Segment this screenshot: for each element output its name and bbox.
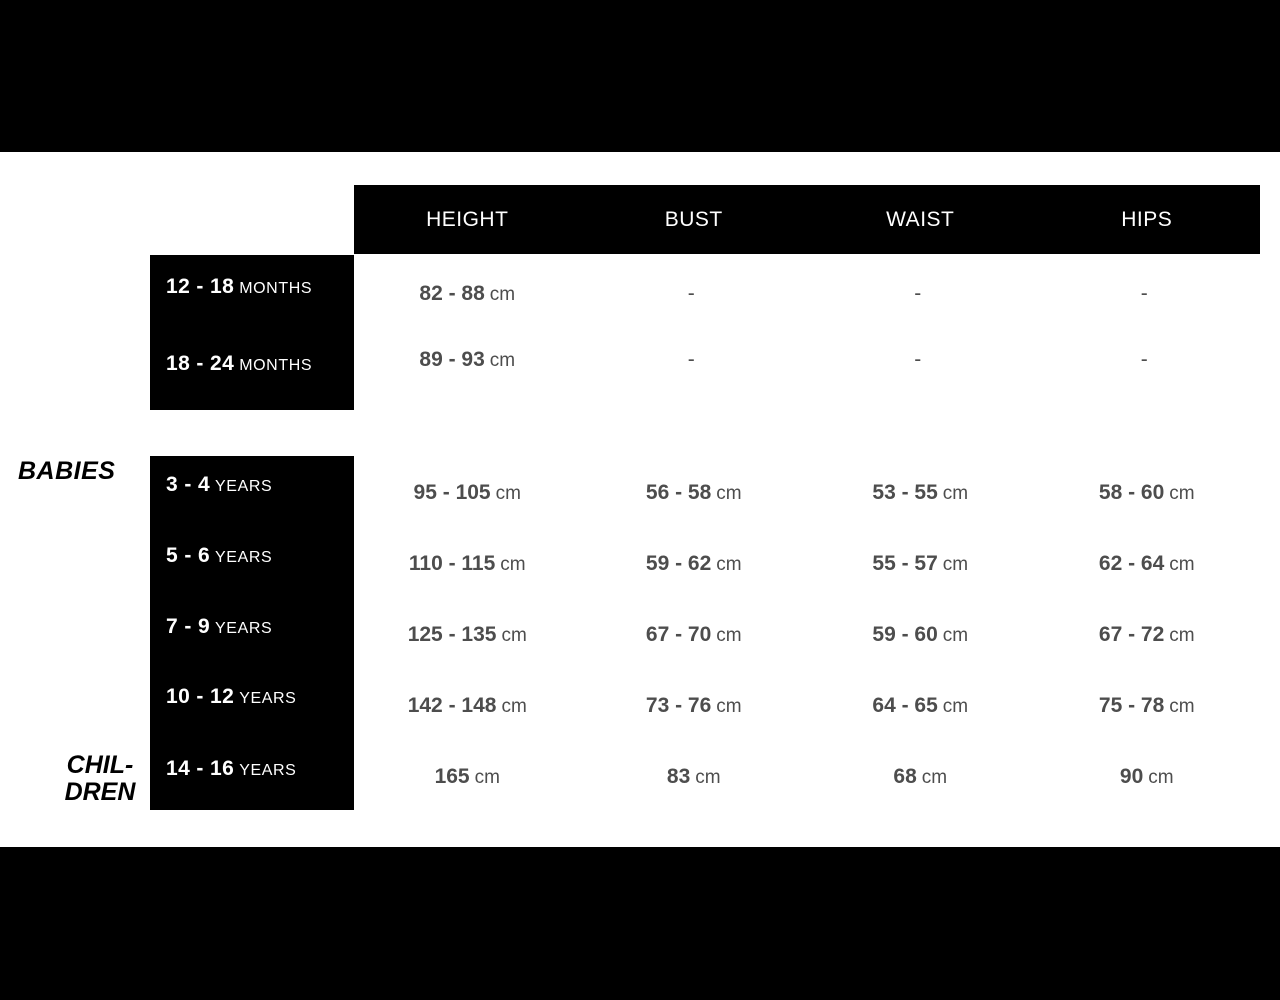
age-range-value: 18 - 24 [166, 352, 235, 375]
table-header-row [354, 185, 1260, 254]
cell-unit: cm [942, 696, 969, 717]
cell-value: 67 - 72 [1098, 623, 1165, 646]
cell-value: 89 - 93 [419, 348, 485, 371]
cell-hips [1034, 348, 1261, 372]
age-tag-children-2 [150, 544, 354, 568]
cell-value: 68 [893, 765, 917, 788]
cell-value: 165 [434, 765, 470, 788]
cell-waist [807, 282, 1034, 306]
age-tag-children-4 [150, 685, 354, 709]
cell-unit: cm [1169, 625, 1195, 646]
cell-hips [1034, 765, 1261, 789]
cell-value: 82 - 88 [419, 282, 485, 305]
age-tag-children-5 [150, 757, 354, 781]
table-row [354, 694, 1260, 718]
cell-waist [807, 765, 1034, 789]
table-row [354, 348, 1260, 372]
cell-value: 67 - 70 [645, 623, 712, 646]
table-row [354, 481, 1260, 505]
age-tag-children-3 [150, 615, 354, 639]
age-unit-label: YEARS [215, 620, 273, 637]
age-unit-label: YEARS [215, 478, 273, 495]
cell-value: 110 - 115 [408, 552, 496, 575]
age-tag-babies-1 [150, 275, 354, 299]
column-header-waist: WAIST [886, 207, 955, 231]
age-range-value: 3 - 4 [166, 473, 211, 496]
table-row [354, 623, 1260, 647]
cell-bust [581, 282, 808, 306]
cell-unit: cm [716, 625, 742, 646]
cell-value: - [914, 282, 922, 305]
cell-unit: cm [942, 625, 969, 646]
cell-hips [1034, 552, 1261, 576]
cell-unit: cm [489, 350, 516, 371]
cell-value: 59 - 60 [872, 623, 938, 646]
cell-unit: cm [921, 767, 948, 788]
age-unit-label: MONTHS [239, 280, 313, 297]
cell-value: 58 - 60 [1098, 481, 1165, 504]
cell-unit: cm [716, 483, 742, 504]
cell-unit: cm [1169, 696, 1195, 717]
cell-height [354, 623, 581, 647]
cell-bust [581, 348, 808, 372]
cell-value: 83 [666, 765, 691, 788]
cell-unit: cm [501, 696, 527, 717]
cell-value: - [1140, 348, 1148, 371]
cell-height [354, 694, 581, 718]
cell-height [354, 481, 581, 505]
group-label-children [40, 752, 160, 806]
cell-bust [581, 552, 808, 576]
cell-waist [807, 552, 1034, 576]
cell-hips [1034, 481, 1261, 505]
cell-waist [807, 694, 1034, 718]
cell-hips [1034, 282, 1261, 306]
cell-bust [581, 481, 808, 505]
age-unit-label: YEARS [239, 690, 297, 707]
cell-height [354, 348, 581, 372]
cell-value: 53 - 55 [872, 481, 938, 504]
age-tag-babies-2 [150, 352, 354, 376]
cell-value: 55 - 57 [872, 552, 938, 575]
cell-value: 125 - 135 [407, 623, 497, 646]
cell-unit: cm [716, 554, 742, 575]
cell-value: - [687, 348, 695, 371]
babies-age-column [150, 255, 354, 410]
cell-unit: cm [716, 696, 742, 717]
cell-height [354, 282, 581, 306]
column-header-height: HEIGHT [426, 207, 509, 231]
cell-unit: cm [500, 554, 526, 575]
age-unit-label: YEARS [215, 549, 273, 566]
cell-unit: cm [1169, 554, 1195, 575]
cell-waist [807, 348, 1034, 372]
cell-hips [1034, 694, 1261, 718]
cell-unit: cm [942, 554, 969, 575]
group-label-babies: BABIES [18, 457, 116, 485]
cell-hips [1034, 623, 1261, 647]
cell-unit: cm [695, 767, 721, 788]
age-range-value: 10 - 12 [166, 685, 235, 708]
table-row [354, 765, 1260, 789]
cell-unit: cm [495, 483, 521, 504]
cell-value: 59 - 62 [645, 552, 712, 575]
cell-unit: cm [1148, 767, 1174, 788]
cell-bust [581, 623, 808, 647]
cell-unit: cm [1169, 483, 1195, 504]
cell-bust [581, 694, 808, 718]
group-label-children-line2: DREN [64, 778, 136, 806]
age-unit-label: MONTHS [239, 357, 313, 374]
cell-value: 95 - 105 [413, 481, 491, 504]
age-range-value: 5 - 6 [166, 544, 211, 567]
age-tag-children-1 [150, 473, 354, 497]
age-range-value: 12 - 18 [166, 275, 235, 298]
cell-height [354, 765, 581, 789]
table-row [354, 552, 1260, 576]
cell-unit: cm [474, 767, 500, 788]
size-chart-sheet [0, 152, 1280, 847]
cell-unit: cm [489, 284, 516, 305]
cell-unit: cm [501, 625, 527, 646]
cell-value: - [914, 348, 922, 371]
group-label-children-line1: CHIL- [66, 751, 134, 779]
cell-waist [807, 623, 1034, 647]
cell-value: 62 - 64 [1098, 552, 1165, 575]
cell-value: 90 [1119, 765, 1144, 788]
table-row [354, 282, 1260, 306]
age-range-value: 14 - 16 [166, 757, 235, 780]
cell-height [354, 552, 581, 576]
age-unit-label: YEARS [239, 762, 297, 779]
cell-value: - [1140, 282, 1148, 305]
age-range-value: 7 - 9 [166, 615, 211, 638]
cell-value: - [687, 282, 695, 305]
children-age-column [150, 456, 354, 810]
cell-value: 75 - 78 [1098, 694, 1165, 717]
cell-value: 56 - 58 [645, 481, 712, 504]
column-header-bust: BUST [664, 207, 723, 231]
cell-value: 73 - 76 [645, 694, 712, 717]
cell-bust [581, 765, 808, 789]
cell-value: 142 - 148 [407, 694, 497, 717]
cell-waist [807, 481, 1034, 505]
column-header-hips: HIPS [1121, 207, 1173, 231]
cell-unit: cm [942, 483, 969, 504]
cell-value: 64 - 65 [872, 694, 938, 717]
